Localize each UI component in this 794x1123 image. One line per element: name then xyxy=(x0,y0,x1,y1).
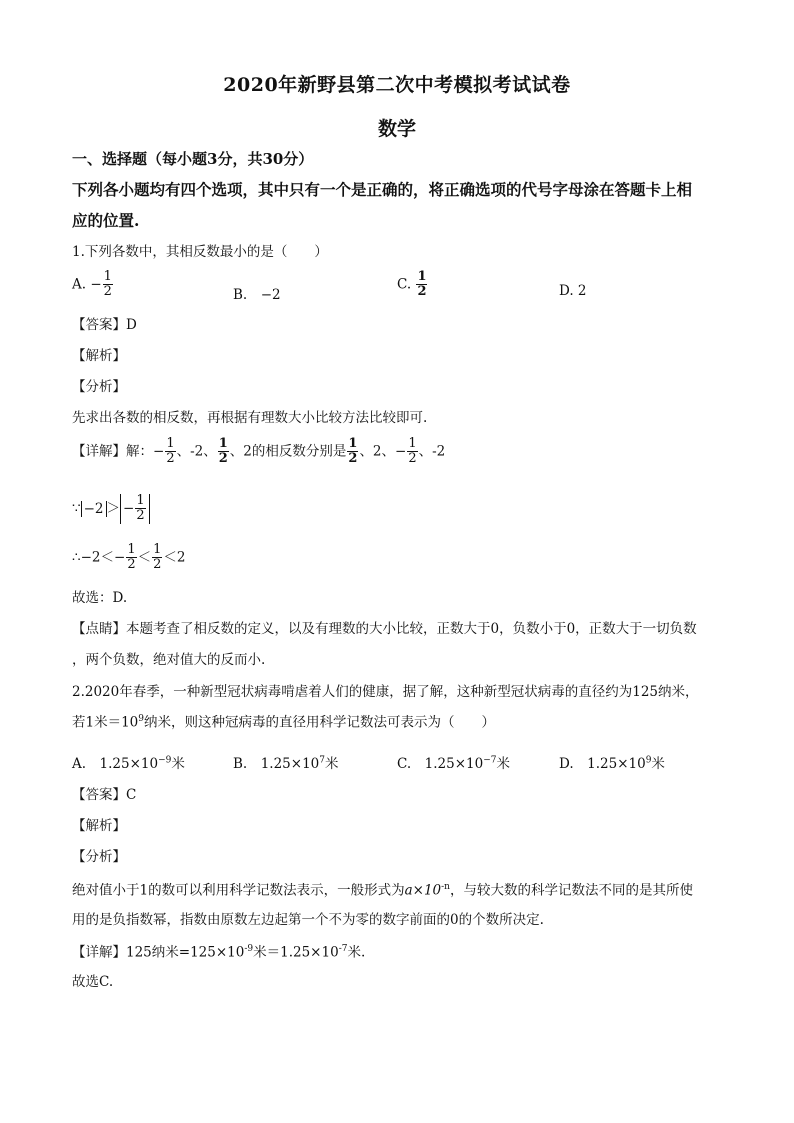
instruction-line-2: 应的位置. xyxy=(72,211,140,230)
q2-stem-line-2: 若1米$=10^9$纳米，则这种冠病毒的直径用科学记数法可表示为（ ） xyxy=(72,714,496,731)
q1-therefore-line: ∴−2＜− $\frac{1}{2}$ ＜ $\frac{1}{2}$ ＜2 xyxy=(72,542,186,573)
q1-option-d: D. 2 xyxy=(559,283,587,299)
q2-analysis-line-1: 绝对值小于1的数可以利用科学记数法表示，一般形式为$a\times 10^{-n}$，与较大数的科学记数法不同的是其所使 xyxy=(72,882,693,899)
q2-answer: 【答案】C xyxy=(72,787,137,803)
q2-choose: 故选C. xyxy=(72,974,114,990)
q1-stem: 1.下列各数中，其相反数最小的是（ ） xyxy=(72,244,328,260)
q1-comment-line-2: ，两个负数，绝对值大的反而小. xyxy=(72,652,266,668)
exam-title: 2020年新野县第二次中考模拟考试试卷 xyxy=(223,74,571,96)
instruction-line-1: 下列各小题均有四个选项，其中只有一个是正确的，将正确选项的代号字母涂在答题卡上相 xyxy=(72,180,693,199)
q2-fenxi-label: 【分析】 xyxy=(72,849,126,865)
q1-because-line: ∵ −2 ＞ − $\frac{1}{2}$ xyxy=(72,494,150,524)
q2-stem-line-1: 2.2020年春季，一种新型冠状病毒啃虐着人们的健康，据了解，这种新型冠状病毒的直径约为125纳米， xyxy=(72,684,699,700)
q2-detail: 【详解】125纳米$=125\times 10^{-9}$米$=1.25\times 10^{-7}$米. xyxy=(72,944,366,961)
q1-jiexi-label: 【解析】 xyxy=(72,348,126,364)
q2-option-a: A. $1.25\times 10^{-9}$米 xyxy=(72,755,185,772)
q1-option-a: A. − $\frac{1}{2}$ xyxy=(72,269,112,300)
q1-detail: 【详解】解：− $\frac{1}{2}$ 、-2、 $\frac{1}{2}$ 、2的相反数分别是 $\frac{1}{2}$ 、2、− $\frac{1}{2}$ 、-2 xyxy=(72,436,446,467)
q2-jiexi-label: 【解析】 xyxy=(72,818,126,834)
q2-option-c: C. $1.25\times 10^{-7}$米 xyxy=(397,755,510,772)
q1-choose: 故选：D. xyxy=(72,590,128,606)
q1-option-b: B. −2 xyxy=(233,287,281,303)
fraction: $\frac{1}{2}$ xyxy=(103,269,112,300)
q2-analysis-line-2: 用的是负指数幂，指数由原数左边起第一个不为零的数字前面的0的个数所决定. xyxy=(72,912,544,928)
section-heading: 一、选择题（每小题3分，共30分） xyxy=(72,150,314,168)
q1-comment-line-1: 【点睛】本题考查了相反数的定义，以及有理数的大小比较，正数大于0，负数小于0，正数大于一切负数 xyxy=(72,621,697,637)
q1-analysis: 先求出各数的相反数，再根据有理数大小比较方法比较即可. xyxy=(72,410,428,426)
fraction: $\frac{1}{2}$ xyxy=(417,269,427,300)
q1-option-c: C. $\frac{1}{2}$ xyxy=(397,269,427,300)
q1-fenxi-label: 【分析】 xyxy=(72,379,126,395)
subject-title: 数学 xyxy=(377,118,416,140)
q1-answer: 【答案】D xyxy=(72,317,137,333)
q2-option-b: B. $1.25\times 10^7$米 xyxy=(233,755,339,772)
q2-option-d: D. $1.25\times 10^9$米 xyxy=(559,755,665,772)
